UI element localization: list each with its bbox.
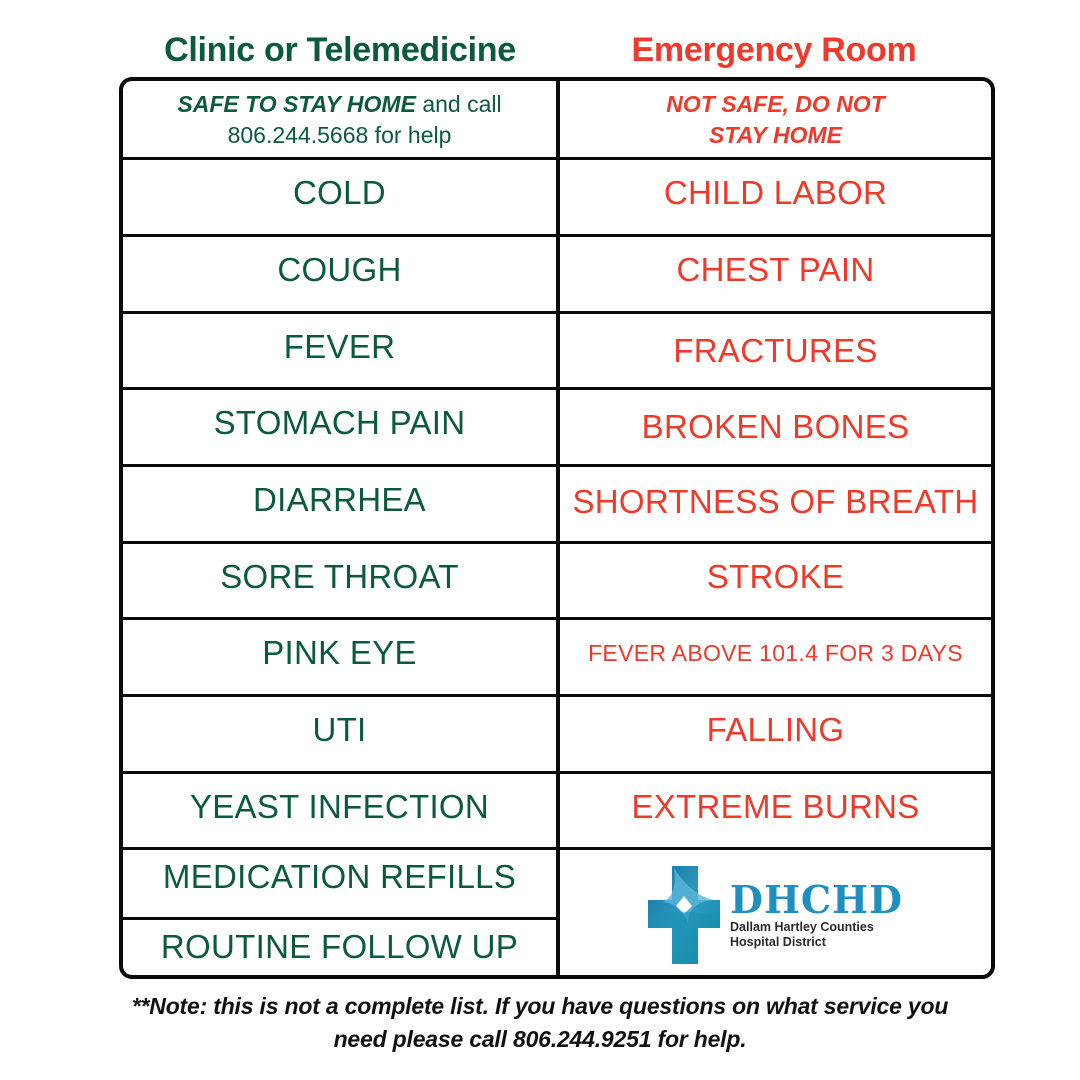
item-label: FRACTURES [673, 332, 878, 369]
item-label: BROKEN BONES [641, 408, 910, 445]
item-label: YEAST INFECTION [189, 788, 490, 825]
clinic-item [123, 390, 556, 464]
er-item [560, 774, 991, 847]
footnote-line2: need please call 806.244.9251 for help. [333, 1026, 747, 1052]
item-label: FEVER [283, 328, 396, 365]
item-label: DIARRHEA [253, 481, 426, 518]
clinic-item [123, 774, 556, 847]
footnote-line1: **Note: this is not a complete list. If you have questions on what service you [131, 993, 949, 1019]
item-label: COLD [293, 174, 386, 211]
er-subheader-line1: NOT SAFE, DO NOT [666, 91, 885, 117]
item-label: STROKE [706, 558, 845, 595]
item-label: STOMACH PAIN [213, 404, 466, 441]
safe-emphasis: SAFE TO STAY HOME [177, 91, 416, 117]
er-item [560, 160, 991, 234]
triage-table [119, 77, 995, 979]
item-label: SHORTNESS OF BREATH [572, 483, 979, 520]
er-item [560, 620, 991, 694]
clinic-column-header: Clinic or Telemedicine [164, 31, 516, 69]
er-item [560, 314, 991, 387]
er-item [560, 544, 991, 617]
er-subheader-line2: STAY HOME [709, 122, 842, 148]
item-label: CHILD LABOR [663, 174, 888, 211]
logo-acronym: DHCHD [730, 877, 903, 922]
item-label: FEVER ABOVE 101.4 FOR 3 DAYS [588, 640, 963, 666]
item-label: EXTREME BURNS [631, 788, 920, 825]
medical-cross-icon [648, 866, 720, 964]
clinic-item [123, 467, 556, 541]
clinic-subheader [123, 81, 556, 157]
clinic-item [123, 697, 556, 771]
er-column-header: Emergency Room [631, 31, 917, 69]
er-subheader [560, 81, 991, 157]
item-label: MEDICATION REFILLS [162, 858, 517, 895]
safe-rest: and call [415, 91, 502, 117]
item-label: COUGH [277, 251, 402, 288]
clinic-item [123, 237, 556, 311]
item-label: FALLING [706, 711, 845, 748]
clinic-item [123, 920, 556, 979]
clinic-item [123, 314, 556, 387]
logo-line2: Hospital District [730, 935, 826, 949]
er-item [560, 390, 991, 464]
clinic-phone: 806.244.5668 for help [227, 122, 452, 148]
footnote [40, 990, 1040, 1056]
item-label: ROUTINE FOLLOW UP [160, 928, 519, 965]
clinic-item [123, 544, 556, 617]
clinic-item [123, 850, 556, 917]
logo-line1: Dallam Hartley Counties [730, 920, 874, 934]
item-label: PINK EYE [262, 634, 417, 671]
er-item [560, 467, 991, 541]
item-label: UTI [312, 711, 367, 748]
er-item [560, 237, 991, 311]
er-item [560, 697, 991, 771]
item-label: CHEST PAIN [676, 251, 875, 288]
clinic-item [123, 620, 556, 694]
clinic-item [123, 160, 556, 234]
item-label: SORE THROAT [220, 558, 459, 595]
dhchd-logo [560, 851, 991, 979]
